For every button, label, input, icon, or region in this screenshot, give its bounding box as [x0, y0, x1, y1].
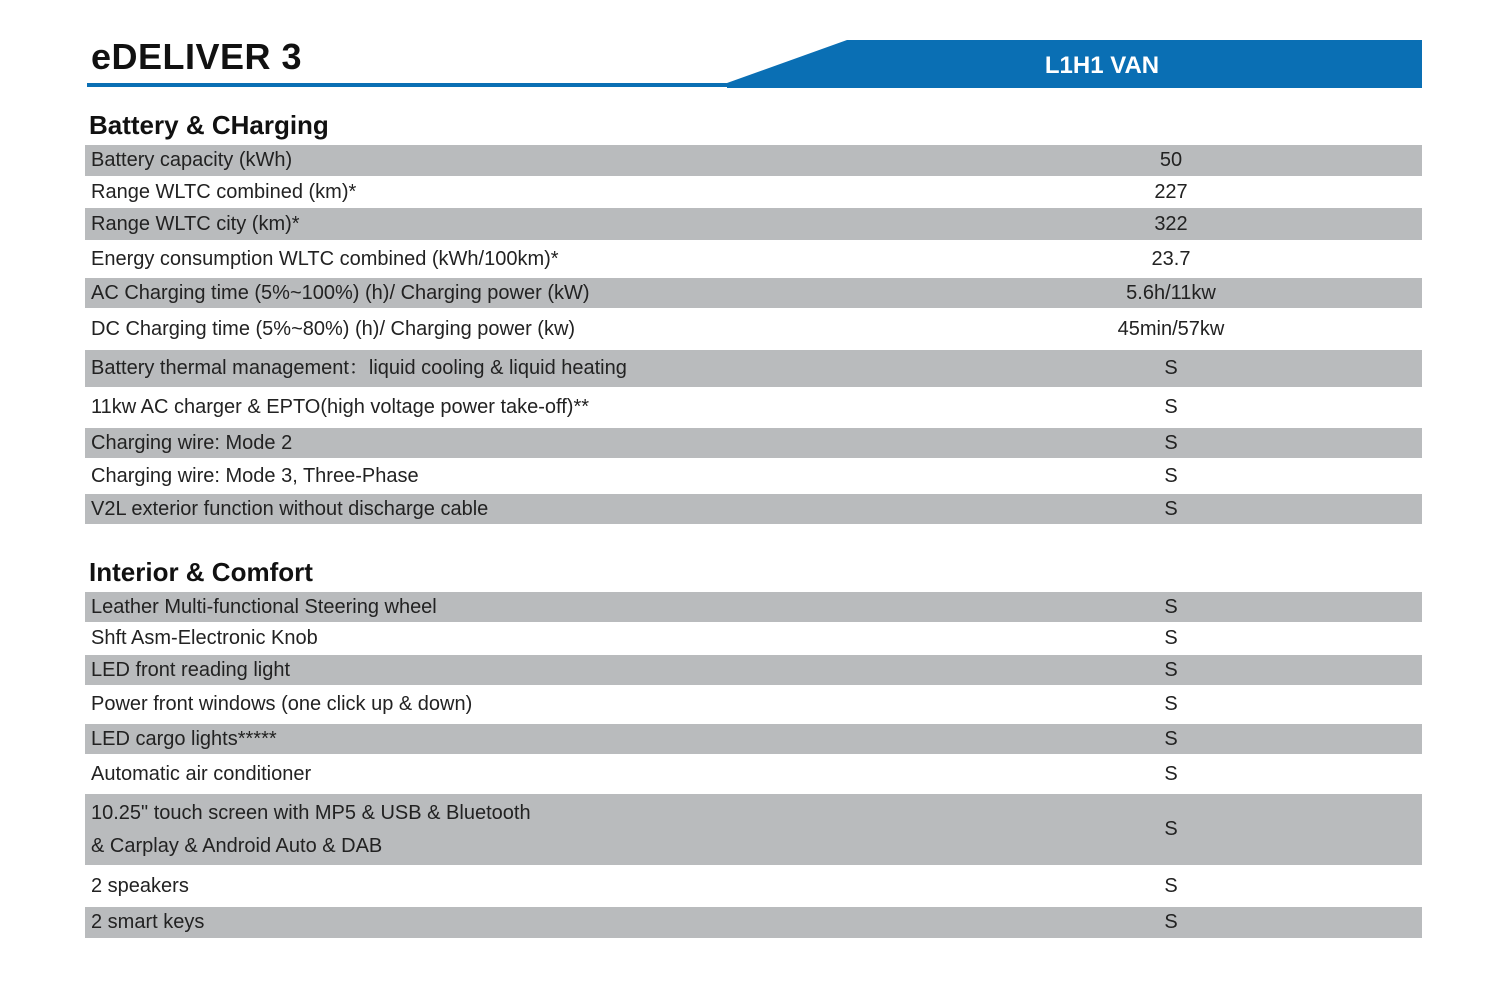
table-row [85, 350, 1422, 387]
row-value: S [1164, 693, 1178, 715]
table-row [85, 208, 1422, 240]
row-label: Battery capacity (kWh) [91, 149, 293, 171]
row-label: Leather Multi-functional Steering wheel [91, 595, 437, 618]
row-label: Energy consumption WLTC combined (kWh/100km)* [91, 247, 559, 270]
row-label: Charging wire: Mode 2 [91, 431, 293, 454]
row-label: 2 smart keys [91, 911, 205, 933]
row-value: S [1164, 874, 1178, 897]
row-value: S [1164, 464, 1178, 487]
row-label-line-2: & Carplay & Android Auto & DAB [91, 834, 383, 857]
row-label: LED cargo lights***** [91, 727, 277, 750]
table-row [85, 387, 1422, 428]
row-value: S [1164, 396, 1178, 418]
battery-spec-table [85, 145, 1422, 524]
row-value: S [1164, 627, 1178, 649]
row-label: Shft Asm-Electronic Knob [91, 627, 318, 649]
table-row [85, 308, 1422, 350]
table-row [85, 592, 1422, 622]
row-label-line-1: 10.25" touch screen with MP5 & USB & Bluetooth [91, 801, 531, 824]
row-label: Battery thermal management：liquid cooling & liquid heating [91, 357, 627, 379]
section-title-interior: Interior & Comfort [89, 557, 313, 587]
row-label: Charging wire: Mode 3, Three-Phase [91, 464, 419, 487]
row-value: S [1164, 595, 1178, 618]
row-label: Range WLTC city (km)* [91, 212, 300, 235]
table-row [85, 865, 1422, 907]
section-title-battery: Battery & CHarging [89, 110, 329, 140]
table-row [85, 458, 1422, 494]
table-row [85, 145, 1422, 176]
row-value: 227 [1154, 180, 1188, 203]
variant-label: L1H1 VAN [1044, 52, 1160, 79]
table-row [85, 724, 1422, 754]
table-row [85, 176, 1422, 208]
row-value: S [1164, 357, 1178, 379]
row-label: AC Charging time (5%~100%) (h)/ Charging power (kW) [91, 281, 590, 304]
row-label: LED front reading light [91, 658, 291, 681]
table-row [85, 685, 1422, 724]
row-value: 45min/57kw [1117, 317, 1225, 340]
row-value: 50 [1159, 149, 1183, 171]
table-row [85, 278, 1422, 308]
table-row [85, 907, 1422, 938]
row-label: 2 speakers [91, 874, 189, 897]
row-label: DC Charging time (5%~80%) (h)/ Charging power (kw) [91, 317, 576, 340]
row-value: S [1164, 762, 1178, 785]
table-row [85, 655, 1422, 685]
row-label: Automatic air conditioner [91, 762, 312, 785]
spec-header [87, 28, 1422, 90]
row-value: S [1164, 911, 1178, 933]
table-row [85, 794, 1422, 865]
table-row [85, 240, 1422, 278]
row-value: S [1164, 818, 1178, 840]
table-row [85, 754, 1422, 794]
interior-spec-table [85, 592, 1422, 938]
row-label: Range WLTC combined (km)* [91, 180, 357, 203]
row-value: S [1164, 431, 1178, 454]
row-value: 5.6h/11kw [1126, 281, 1216, 304]
row-value: 322 [1154, 212, 1188, 235]
row-label: 11kw AC charger & EPTO(high voltage power take-off)** [91, 396, 590, 418]
row-value: S [1164, 497, 1178, 520]
row-label [85, 797, 791, 863]
row-value: S [1164, 658, 1178, 681]
row-label: V2L exterior function without discharge cable [91, 497, 489, 520]
row-value: 23.7 [1151, 247, 1191, 270]
table-row [85, 428, 1422, 458]
table-row [85, 622, 1422, 655]
table-row [85, 494, 1422, 524]
row-value: S [1164, 727, 1178, 750]
page-title: eDELIVER 3 [91, 36, 303, 77]
row-label: Power front windows (one click up & down) [91, 693, 473, 715]
